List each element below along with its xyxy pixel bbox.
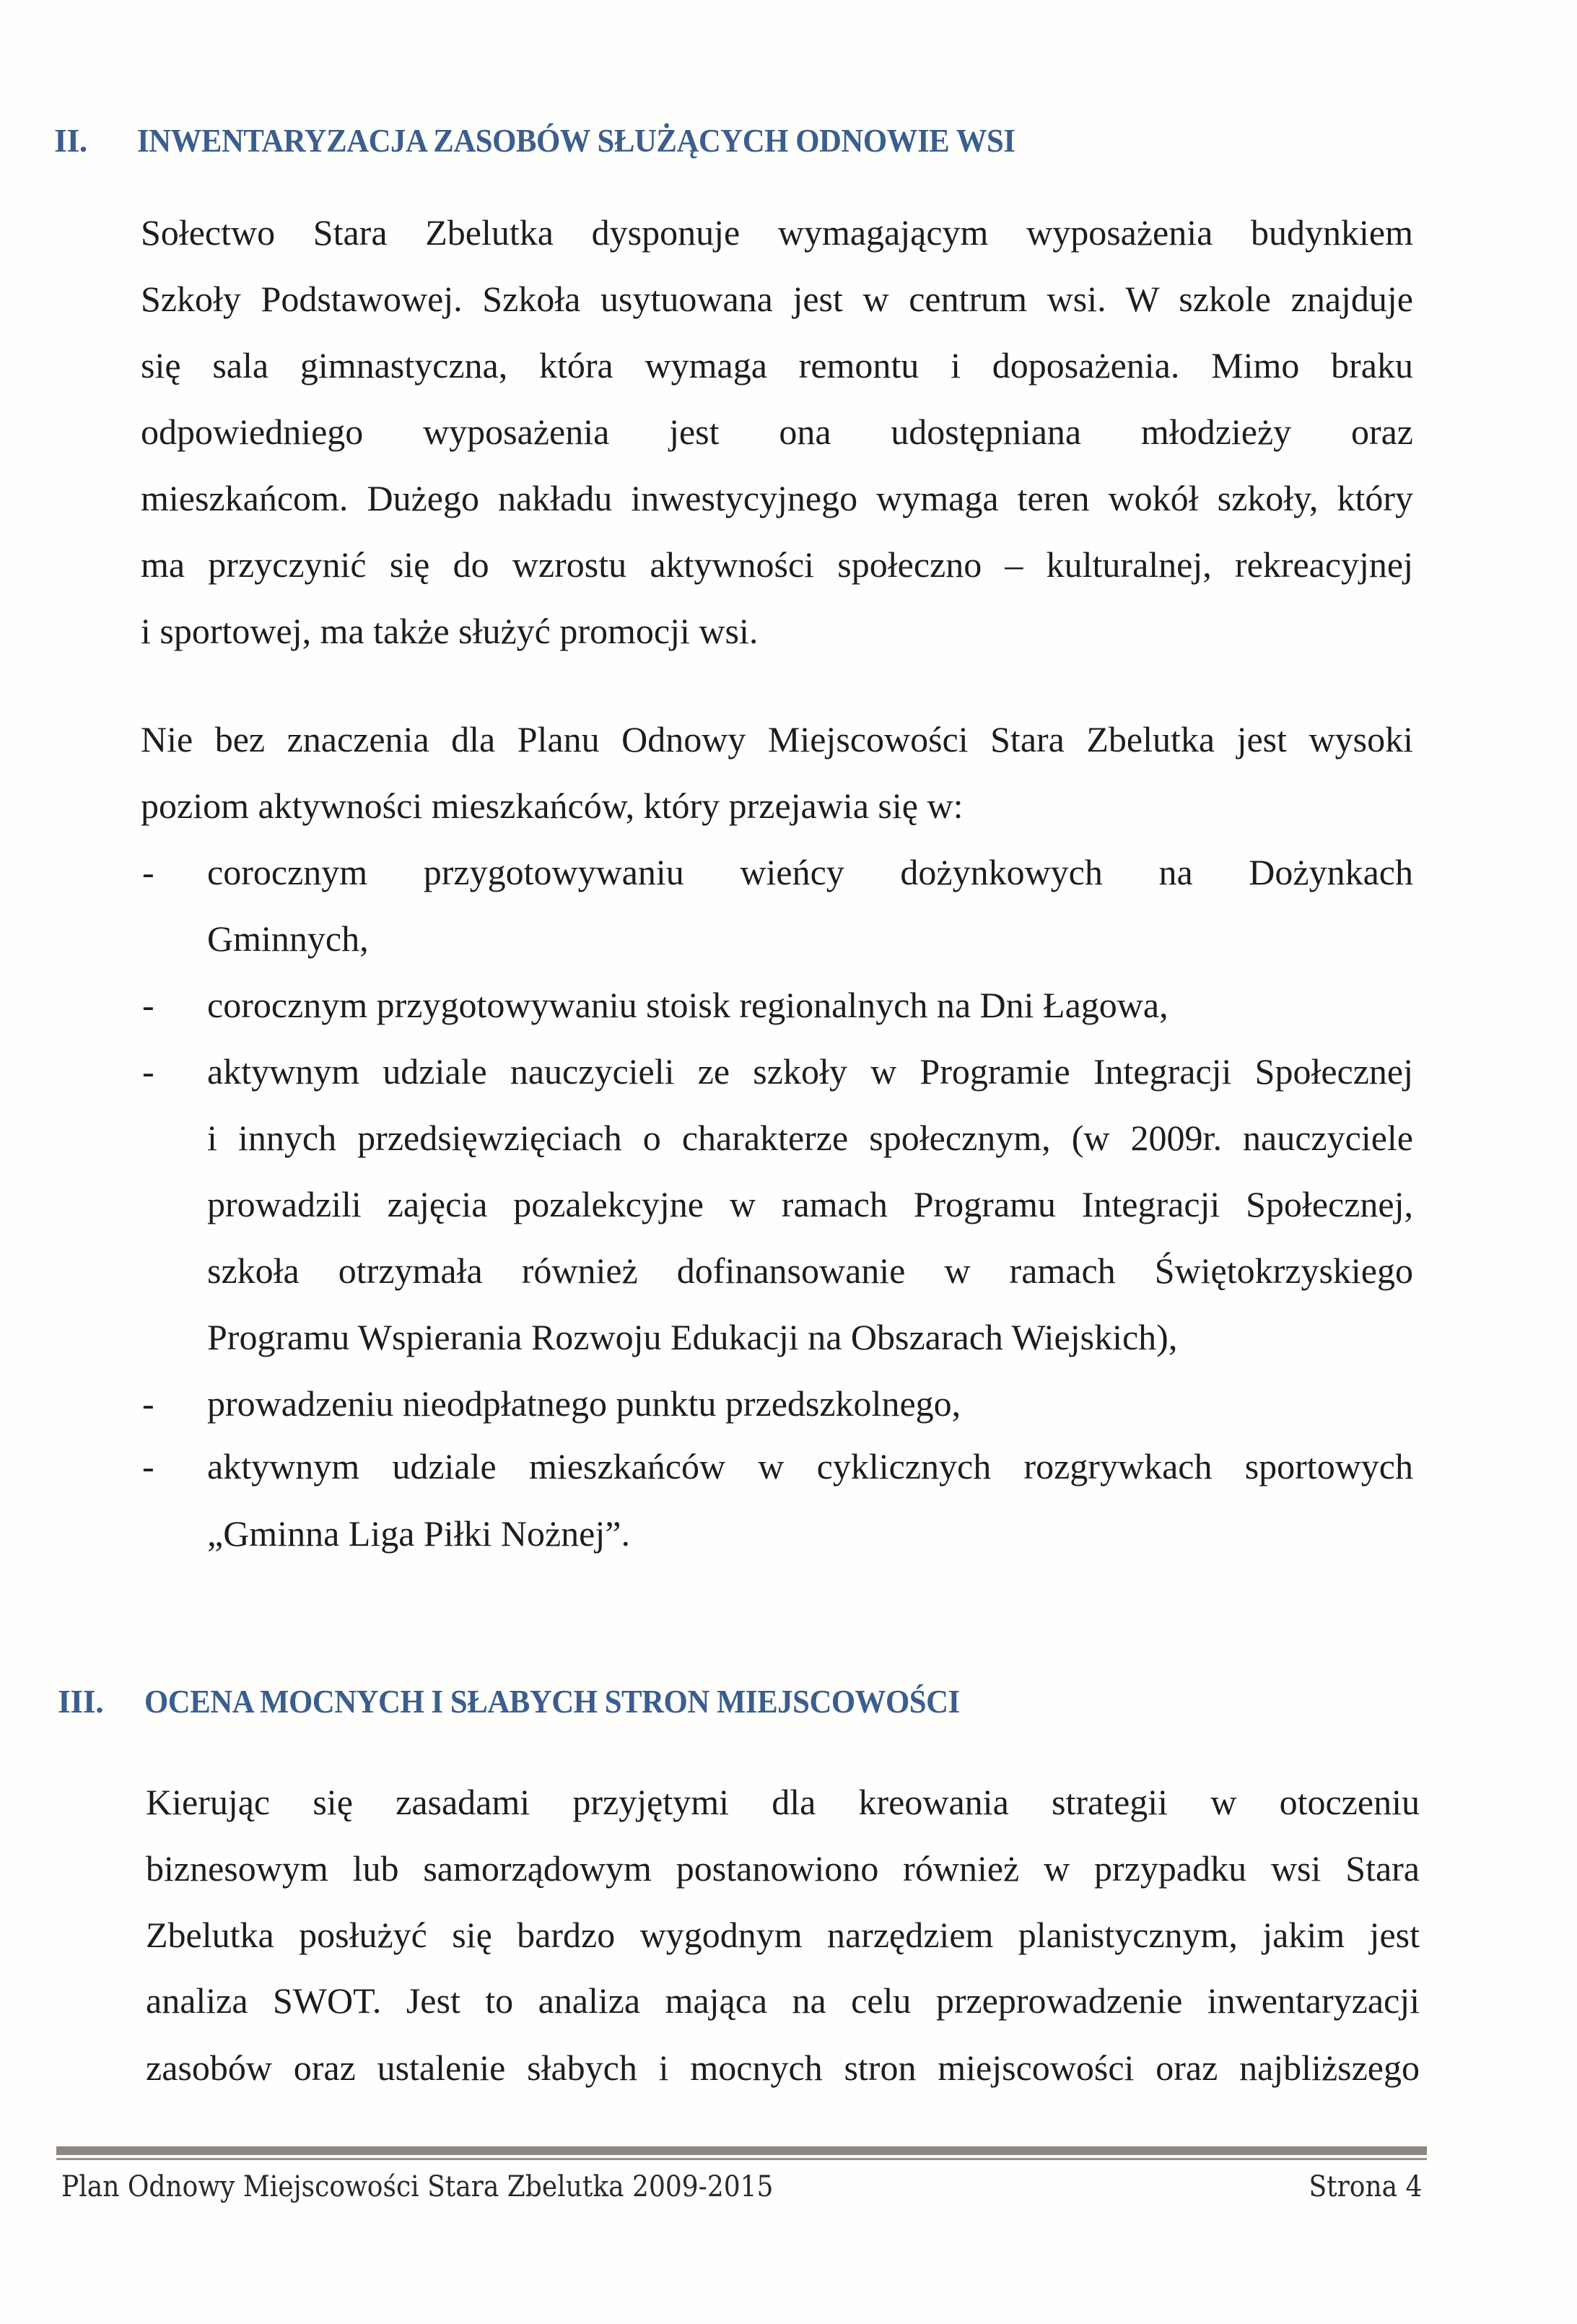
list-item-line: corocznym przygotowywaniu stoisk regionalnych na Dni Łagowa, [207, 985, 1168, 1025]
list-bullet: - [142, 1446, 154, 1487]
footer-document-title: Plan Odnowy Miejscowości Stara Zbelutka 2009-2015 [61, 2170, 774, 2203]
text-line: analiza SWOT. Jest to analiza mająca na celu przeprowadzenie inwentaryzacji [146, 1980, 1420, 2021]
footer-rule-thin [56, 2158, 1427, 2160]
text-line: się sala gimnastyczna, która wymaga remontu i doposażenia. Mimo braku [141, 345, 1413, 386]
text-line: i sportowej, ma także służyć promocji wsi. [141, 611, 759, 651]
list-item-line: corocznym przygotowywaniu wieńcy dożynkowych na Dożynkach [207, 852, 1413, 892]
list-item-line: prowadzeniu nieodpłatnego punktu przedszkolnego, [207, 1383, 961, 1424]
text-line: biznesowym lub samorządowym postanowiono również w przypadku wsi Stara [146, 1848, 1420, 1889]
list-item-line: i innych przedsięwzięciach o charakterze społecznym, (w 2009r. nauczyciele [207, 1118, 1413, 1158]
list-bullet: - [142, 1051, 154, 1092]
section-title: INWENTARYZACJA ZASOBÓW SŁUŻĄCYCH ODNOWIE WSI [137, 122, 1015, 159]
text-line: Kierując się zasadami przyjętymi dla kreowania strategii w otoczeniu [146, 1782, 1420, 1822]
list-bullet: - [142, 985, 154, 1025]
text-line: Sołectwo Stara Zbelutka dysponuje wymagającym wyposażenia budynkiem [141, 212, 1413, 253]
list-item-line: aktywnym udziale mieszkańców w cyklicznych rozgrywkach sportowych [207, 1446, 1413, 1487]
text-line: odpowiedniego wyposażenia jest ona udostępniana młodzieży oraz [141, 412, 1413, 452]
text-line: poziom aktywności mieszkańców, który przejawia się w: [141, 785, 964, 826]
list-item-line: Gminnych, [207, 918, 369, 959]
list-item-line: szkoła otrzymała również dofinansowanie w ramach Świętokrzyskiego [207, 1250, 1413, 1291]
text-line: Szkoły Podstawowej. Szkoła usytuowana jest w centrum wsi. W szkole znajduje [141, 279, 1413, 319]
section-title: OCENA MOCNYCH I SŁABYCH STRON MIEJSCOWOŚCI [144, 1683, 960, 1720]
text-line: ma przyczynić się do wzrostu aktywności społeczno – kulturalnej, rekreacyjnej [141, 544, 1413, 585]
text-line: Nie bez znaczenia dla Planu Odnowy Miejscowości Stara Zbelutka jest wysoki [141, 719, 1413, 760]
text-line: mieszkańcom. Dużego nakładu inwestycyjnego wymaga teren wokół szkoły, który [141, 478, 1413, 518]
section-number: II. [54, 122, 87, 159]
list-item-line: Programu Wspierania Rozwoju Edukacji na Obszarach Wiejskich), [207, 1317, 1178, 1357]
list-item-line: „Gminna Liga Piłki Nożnej”. [207, 1513, 630, 1554]
list-bullet: - [142, 852, 154, 892]
list-bullet: - [142, 1383, 154, 1424]
list-item-line: aktywnym udziale nauczycieli ze szkoły w Programie Integracji Społecznej [207, 1051, 1413, 1092]
text-line: zasobów oraz ustalenie słabych i mocnych stron miejscowości oraz najbliższego [146, 2047, 1420, 2088]
text-line: Zbelutka posłużyć się bardzo wygodnym narzędziem planistycznym, jakim jest [146, 1915, 1420, 1955]
footer-page-number: Strona 4 [1308, 2170, 1422, 2203]
list-item-line: prowadzili zajęcia pozalekcyjne w ramach Programu Integracji Społecznej, [207, 1184, 1413, 1224]
footer-rule-thick [56, 2146, 1427, 2155]
section-number: III. [58, 1683, 104, 1720]
